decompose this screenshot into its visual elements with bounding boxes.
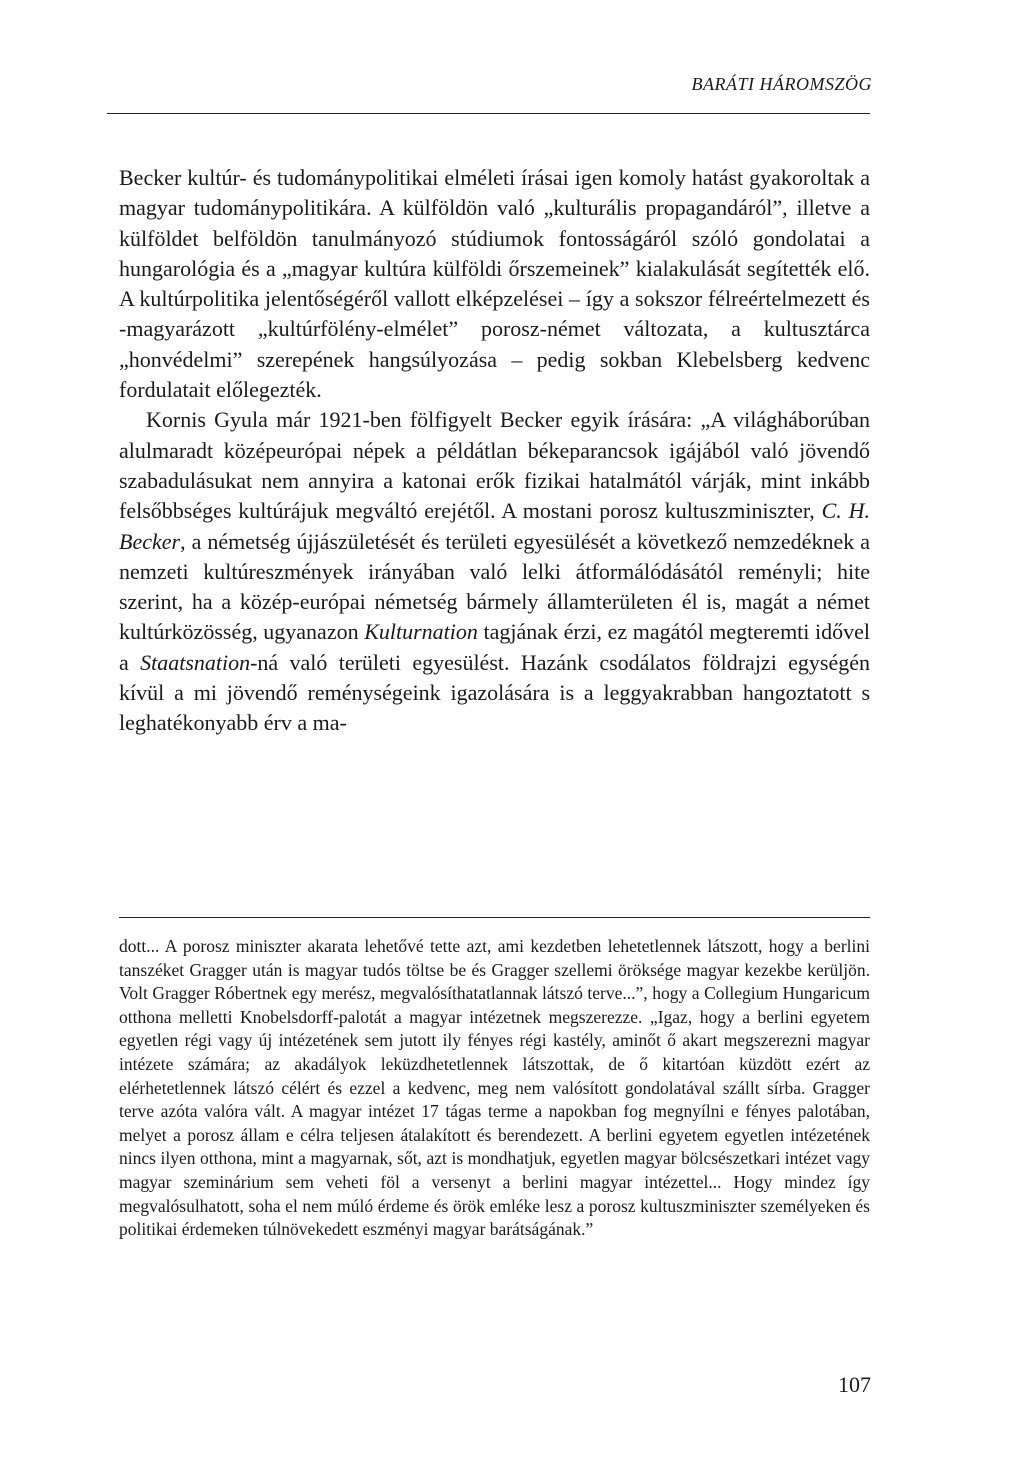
paragraph-text: Kornis Gyula már 1921-ben fölfigyelt Becker egyik írására: „A világháborúban alulmaradt középeurópai népek a példátlan békeparancsok igájából való jövendő szabadulásukat nem annyira a katonai erők fizikai hatalmától várják, mint inkább felsőbbséges kultúrájuk megváltó erejétől. A mostani porosz kultuszminiszter, [119,407,870,524]
running-head: BARÁTI HÁROMSZÖG [691,74,872,94]
footnote [119,935,870,1242]
paragraph-text: , a németség újjászületését és területi egyesülését a következő nemzedéknek a nemzeti kultúreszmények irányában való lelki átformálódásától reményli; hite szerint, ha a közép-európai németség bármely államterületen él is, magát a német kultúrközösség, ugyanazon [119,528,870,645]
header-rule [107,113,870,114]
main-text [119,163,870,739]
paragraph-text: tagjának érzi, ez magától megteremti idővel a [119,619,870,675]
italic-term: Kulturnation [364,619,478,645]
paragraph-text: -ná való területi egyesülést. Hazánk csodálatos földrajzi egységén kívül a mi jövendő reménységeink igazolására is a leggyakrabban hangoztatott s leghatékonyabb érv a ma- [119,649,870,736]
italic-term: Staatsnation [140,649,251,675]
paragraph-2 [119,405,870,738]
footnote-text: dott... A porosz miniszter akarata lehetővé tette azt, ami kezdetben lehetetlennek látszott, hogy a berlini tanszéket Gragger után is magyar tudós töltse be és Gragger szellemi öröksége magyar kezekbe kerüljön. Volt Gragger Róbertnek egy merész, megvalósíthatatlannak látszó terve...”, hogy a Collegium Hungaricum otthona melletti Knobelsdorff-palotát a magyar intézetnek megszerezze. „Igaz, hogy a berlini egyetem egyetlen régi vagy új intézetének sem jutott ily fényes régi kastély, aminőt ő akart megszerezni magyar intézete számára; az akadályok leküzdhetetlennek látszottak, de ő kitartóan küzdött ezért az elérhetetlennek látszó célért és ezzel a kedvenc, meg nem valósított gondolatával szállt sírba. Gragger terve azóta valóra vált. A magyar intézet 17 tágas terme a napokban fog megnyílni e fényes palotában, melyet a porosz állam e célra teljesen átalakított és berendezett. A berlini egyetem egyetlen intézetének nincs ilyen otthona, mint a magyarnak, sőt, azt is mondhatjuk, egyetlen magyar bölcsészetkari intézet vagy magyar szeminárium sem veheti föl a versenyt a berlini magyar intézettel... Hogy mindez így megvalósulhatott, soha el nem múló érdeme és örök emléke lesz a porosz kultuszminiszter személyeken és politikai érdemeken túlnövekedett eszményi magyar barátságának.” [119,936,870,1240]
page-number: 107 [838,1372,871,1397]
paragraph-text: Becker kultúr- és tudománypolitikai elméleti írásai igen komoly hatást gyakoroltak a magyar tudománypolitikára. A külföldön való „kulturális propagandáról”, illetve a külföldet belföldön tanulmányozó stúdiumok fontosságáról szóló gondolatai a hungarológia és a „magyar kultúra külföldi őrszemeinek” kialakulását segítették elő. A kultúrpolitika jelentőségéről vallott elképzelései – így a sokszor félreértelmezett és -magyarázott „kultúrfölény-elmélet” porosz-német változata, a kultusztárca „honvédelmi” szerepének hangsúlyozása – pedig sokban Klebelsberg kedvenc fordulatait előlegezték. [119,165,870,403]
footnote-rule [119,917,870,918]
italic-name: C. H. Becker [119,498,870,554]
paragraph-1 [119,163,870,405]
